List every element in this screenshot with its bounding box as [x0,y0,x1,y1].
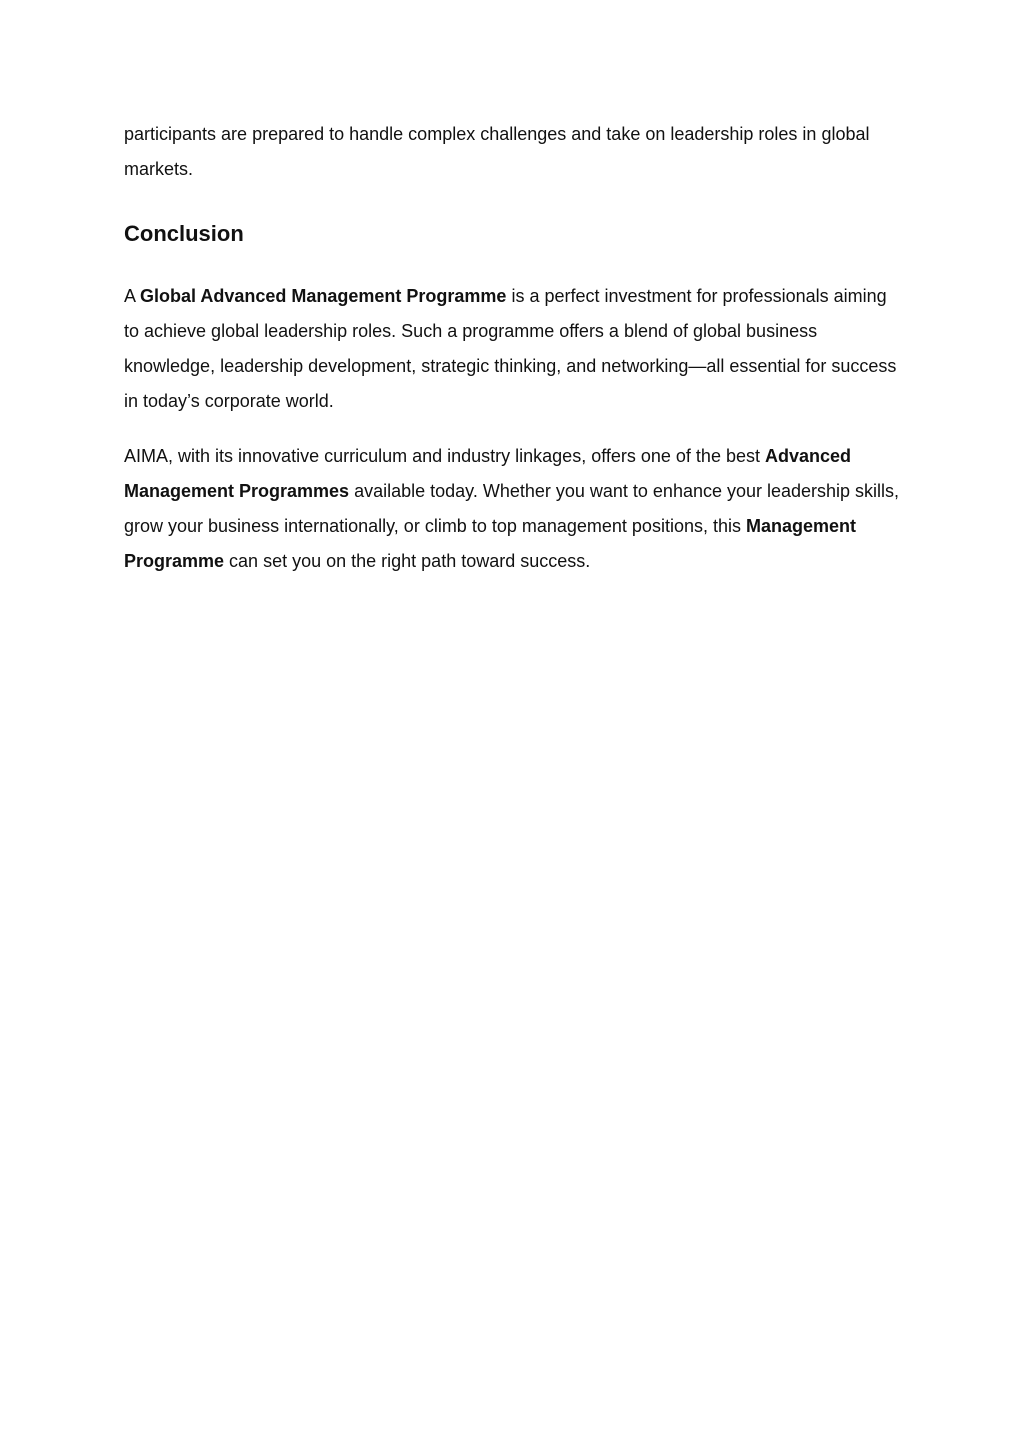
intro-paragraph: participants are prepared to handle complex challenges and take on leadership roles in global markets. [124,124,870,179]
paragraph2-bold-term-2: Management Programme [124,516,857,571]
conclusion-paragraph-1 [124,279,900,419]
section-heading-conclusion: Conclusion [124,221,244,246]
paragraph2-suffix: can set you on the right path toward success. [224,551,591,571]
paragraph2-prefix: AIMA, with its innovative curriculum and industry linkages, offers one of the best [124,446,765,466]
paragraph1-prefix: A [124,286,141,306]
paragraph1-rest: is a perfect investment for professionals aiming to achieve global leadership roles. Such a programme offers a blend of global business knowledge, leadership development, strategic thinking, and networking—all essential for success in today’s corporate world. [124,286,897,411]
paragraph2-middle: available today. Whether you want to enhance your leadership skills, grow your business internationally, or climb to top management positions, this [124,481,900,536]
paragraph2-bold-term-1: Advanced Management Programmes [124,446,852,501]
paragraph1-bold-term: Global Advanced Management Programme [140,286,507,306]
conclusion-paragraph-2 [124,439,900,579]
